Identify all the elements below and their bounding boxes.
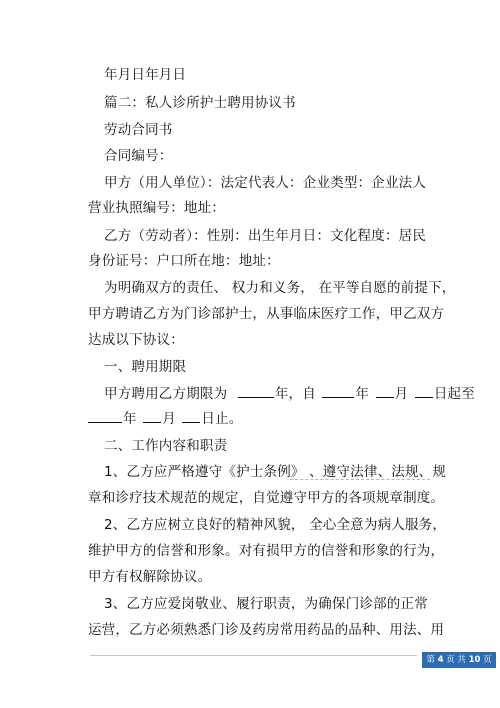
- heading-duties: 二、工作内容和职责: [104, 438, 228, 454]
- total-pages: 10: [468, 655, 481, 665]
- section-title: 篇二：私人诊所护士聘用协议书: [104, 95, 296, 111]
- blank-years: [238, 385, 274, 398]
- party-b-line-2: 身份证号：户口所在地：地址：: [88, 253, 280, 269]
- date-line: 年月日年月日: [104, 67, 187, 83]
- duty-1-line-1: 1、乙方应严格遵守《护士条例》 、遵守法律、法规、规: [104, 464, 447, 480]
- contract-title: 劳动合同书: [104, 122, 173, 138]
- blank-start-month: [376, 385, 394, 398]
- duty-2-line-1: 2、乙方应树立良好的精神风貌， 全心全意为病人服务，: [104, 517, 447, 533]
- contract-number: 合同编号：: [104, 148, 173, 164]
- duty-3-line-2: 运营，乙方必须熟悉门诊及药房常用药品的品种、用法、用: [88, 622, 445, 638]
- page-indicator: 第 4 页 共 10 页: [422, 652, 496, 668]
- duty-2-line-2: 维护甲方的信誉和形象。对有损甲方的信誉和形象的行为，: [88, 543, 445, 559]
- preamble-line-3: 达成以下协议：: [88, 332, 184, 348]
- party-a-line: 甲方（用人单位）：法定代表人：企业类型：企业法人: [104, 175, 427, 191]
- preamble-line-1: 为明确双方的责任、 权力和义务， 在平等自愿的前提下，: [104, 280, 456, 296]
- footer-rule: [90, 655, 417, 656]
- blank-start-year: [322, 385, 354, 398]
- duty-1-line-2: 章和诊疗技术规范的规定，自觉遵守甲方的各项规章制度。: [88, 490, 445, 506]
- preamble-line-2: 甲方聘请乙方为门诊部护士，从事临床医疗工作，甲乙双方: [88, 306, 445, 322]
- term-line-2: 年 月 日止。: [88, 410, 243, 428]
- duty-3-line-1: 3、乙方应爱岗敬业、履行职责，为确保门诊部的正常: [104, 596, 428, 612]
- party-b-line: 乙方（劳动者）：性别：出生年月日：文化程度：居民: [104, 228, 427, 244]
- blank-end-year: [88, 410, 122, 423]
- party-a-line-2: 营业执照编号：地址：: [88, 200, 225, 216]
- blank-end-month: [143, 410, 161, 423]
- heading-term: 一、聘用期限: [104, 359, 187, 375]
- blank-start-day: [415, 385, 433, 398]
- term-line-1: 甲方聘用乙方期限为 年，自 年 月 日起至: [104, 386, 475, 402]
- dashed-rule: [290, 479, 430, 480]
- blank-end-day: [182, 410, 200, 423]
- current-page: 4: [437, 655, 444, 665]
- duty-2-line-3: 甲方有权解除协议。: [88, 569, 212, 585]
